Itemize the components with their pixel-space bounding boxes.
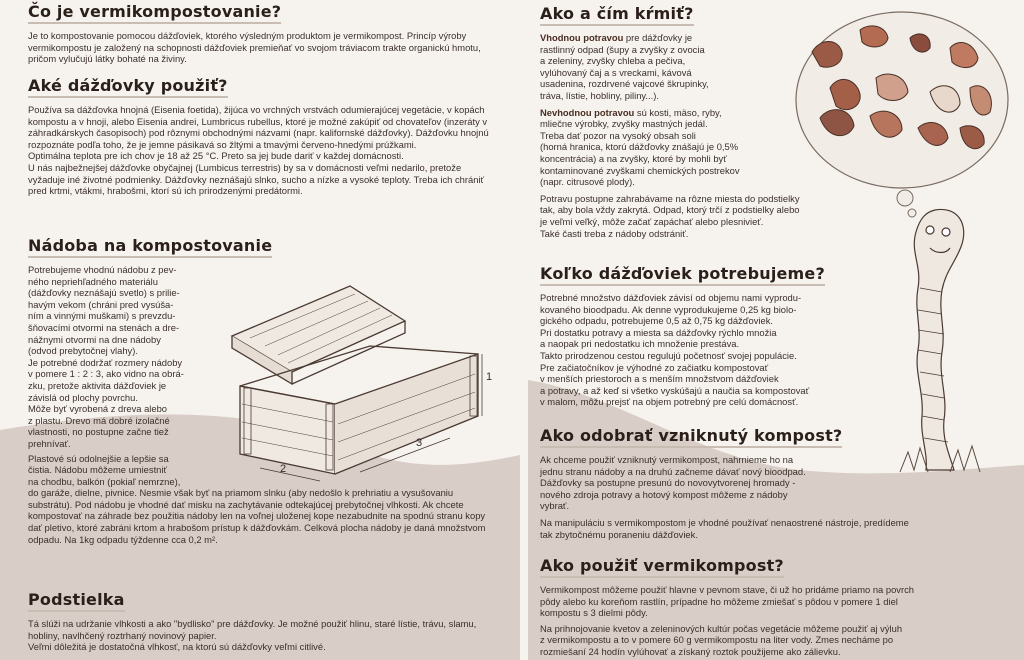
section-title: Čo je vermikompostovanie? xyxy=(28,2,281,24)
paragraph: Je to kompostovanie pomocou dážďoviek, ktorého výsledným produktom je vermikompost. Princíp výroby vermikompostu je založený na schopnosti dážďoviek premieňať vo svojom tráviacom trakte organickú hmotu, pričom vylučujú látky bohaté na živiny. xyxy=(28,30,481,65)
good-food-label: Vhodnou potravou xyxy=(540,32,624,43)
text-line: Môže byť vyrobená z dreva alebo xyxy=(28,403,168,415)
section-usage xyxy=(540,556,1010,658)
text-line: mliečne výrobky, zvyšky mastných jedál. xyxy=(540,118,708,130)
text-line: z plastu. Drevo má dobré izolačné xyxy=(28,414,170,426)
text-line: (napr. citrusové plody). xyxy=(540,176,635,188)
text-line: Plastové sú odolnejšie a lepšie sa xyxy=(28,452,169,464)
section-title: Ako odobrať vzniknutý kompost? xyxy=(540,426,842,448)
text-line: tak, aby bola vždy zakrytá. Odpad, ktorý trčí z podstielky alebo xyxy=(540,204,800,216)
dimension-label: 2 xyxy=(280,463,287,475)
section-harvest xyxy=(540,426,980,540)
text-line: Pre začiatočníkov je výhodné zo začiatku kompostovať xyxy=(540,361,769,373)
text-line: a potravy, a až keď si všetko vyskúšajú a naučia sa kompostovať xyxy=(540,384,810,396)
section-feeding xyxy=(540,4,840,239)
text-line: tráva, lístie, hobliny, piliny...). xyxy=(540,89,659,101)
text-line: Pri dostatku potravy a miesta sa dážďovky rýchlo množia xyxy=(540,326,777,338)
text-line: v malom, môžu prejsť na objem potrebný pre celú domácnosť. xyxy=(540,396,799,408)
dimension-label: 3 xyxy=(416,437,423,449)
worm-eye xyxy=(942,228,950,236)
section-title: Koľko dážďoviek potrebujeme? xyxy=(540,264,825,286)
text-line: kompostu s 3 dielmi pôdy. xyxy=(540,607,648,619)
text-line: rozmiešaní 24 hodín vylúhovať a získaný roztok použijeme ako zálievku. xyxy=(540,645,841,657)
text-line: Potrebujeme vhodnú nádobu z pev- xyxy=(28,264,177,275)
text-line: usadenina, rozdrvené vajcové škrupinky, xyxy=(540,78,709,90)
section-which-worms xyxy=(28,76,498,197)
text-line: tak zbytočnému poraneniu dážďoviek. xyxy=(540,528,698,540)
section-title: Aké dážďovky použiť? xyxy=(28,76,228,98)
text-line: koncentrácia) a na zvyšky, ktoré by mohli byť xyxy=(540,152,727,164)
bad-food-text: sú kosti, mäso, ryby, xyxy=(634,106,722,118)
dimension-label: 1 xyxy=(486,371,493,383)
box-side xyxy=(335,354,478,474)
text-line: v menších priestoroch a s menším množstvom dážďoviek xyxy=(540,373,779,385)
bad-food-label: Nevhodnou potravou xyxy=(540,106,635,118)
text-line: a naopak pri nedostatku ich množenie prestáva. xyxy=(540,338,740,350)
paragraph: do garáže, dielne, pivnice. Nesmie však byť na priamom slnku (aby nedošlo k prehriatiu a vysušovaniu substrátu). Pod nádobu je vhodné dať misku na zachytávanie odtekajúcej prebytočnej vlhkosti. Ak chcete kompostovať na záhrade bez použitia nádoby len na voľnej uloženej kope nezabudnite na spodnú stranu kopy dať pletivo, ktoré zabráni krtom a hrabošom prístup k dážďovkám. Celková plocha nádoby je daná množstvom odpadu. Na 1kg odpadu týždenne cca 0,2 m². xyxy=(28,487,486,545)
text-line: nážnymi otvormi na dne nádoby xyxy=(28,333,161,345)
text-line: Dážďovky sa postupne presunú do novovytvorenej hromady - xyxy=(540,477,796,489)
container-text-narrow xyxy=(28,264,218,487)
text-line: (dážďovky neznášajú svetlo) s prilie- xyxy=(28,287,180,299)
text-line: pôdy alebo ku koreňom rastlín, prípadne ho môžeme zmiešať s pôdou v pomere 1 diel xyxy=(540,595,898,607)
paragraph: U nás najbežnejšej dážďovke obyčajnej (Lumbicus terrestris) by sa v domácnosti veľmi nedarilo, pretože vyžaduje iné životné podmienky. Dážďovky neznášajú slnko, sucho a nízke a vysoké teploty. Treba ich chrániť pred krtmi, vtákmi, hrabošmi, ktorí sú ich prirodzenými predátormi. xyxy=(28,161,485,197)
text-line xyxy=(540,107,840,119)
text-line: vylúhovaný čaj a s vreckami, kávová xyxy=(540,66,692,78)
section-what-is xyxy=(28,2,498,65)
paragraph: Tá slúži na udržanie vlhkosti a ako "bydlisko" pre dážďovky. Je možné použiť hlinu, staré lístie, trávu, slamu, hobliny, navlhčený roztrhaný novinový papier. xyxy=(28,618,477,641)
text-line: (odvod prebytočnej vlahy). xyxy=(28,345,138,357)
text-line: ním a vinnými muškami) s prevzdu- xyxy=(28,310,176,322)
text-line: Je potrebné dodržať rozmery nádoby xyxy=(28,356,183,368)
text-line: Na prihnojovanie kvetov a zeleninových kultúr počas vegetácie môžeme použiť aj výluh xyxy=(540,622,903,634)
good-food-text: pre dážďovky je xyxy=(623,32,693,43)
box-front xyxy=(240,386,335,474)
text-line: Vermikompost môžeme použiť hlavne v pevnom stave, či už ho pridáme priamo na povrch xyxy=(540,584,915,595)
text-line: Treba dať pozor na vysoký obsah soli xyxy=(540,129,696,141)
text-line: závislá od plochy povrchu. xyxy=(28,391,138,403)
section-title: Podstielka xyxy=(28,590,125,612)
text-line: kovaného bioodpadu. Ak denne vyprodukujeme 0,25 kg biolo- xyxy=(540,303,797,315)
feeding-paragraph xyxy=(540,193,870,239)
text-line: vybrať. xyxy=(540,500,570,512)
text-line: nového zdroja potravy a hotový kompost môžeme z nádoby xyxy=(540,488,788,500)
text-line xyxy=(540,32,840,44)
text-line: šňovacími otvormi na stenách a dre- xyxy=(28,321,180,333)
text-line: (horná hranica, ktorú dážďovky znášajú je 0,5% xyxy=(540,141,739,153)
paragraph: Používa sa dážďovka hnojná (Eisenia foetida), žijúca vo vrchných vrstvách odumierajúcej vegetácie, v kopách kompostu a v hnoji, alebo Eisenia andrei, Lumbricus rubellus, ktoré je možné zakúpiť od chovateľov (inzeráty v záhradkárskych časopisoch) pod rôznymi obchodnými názvami (napr. kalifornské dážďovky). Dážďovku hnojnú rozpoznáte podľa toho, že je jemne pásikavá so žltými a tmavými červeno-hnedými prúžkami. xyxy=(28,104,489,150)
text-line: čistia. Nádobu môžeme umiestniť xyxy=(28,464,167,476)
paragraph: Optimálna teplota pre ich chov je 18 až 25 °C. Preto sa jej bude dariť v každej domácnosti. xyxy=(28,150,404,162)
text-line: na chodbu, balkón (pokiaľ nemrzne), xyxy=(28,475,181,487)
section-title: Ako použiť vermikompost? xyxy=(540,556,784,578)
text-line: Ak chceme použiť vzniknutý vermikompost, nahrnieme ho na xyxy=(540,454,794,465)
text-line: jednu stranu nádoby a na druhú začneme dávať nový bioodpad. xyxy=(540,465,806,477)
text-line: kontaminované zvyškami chemických postrekov xyxy=(540,164,740,176)
paragraph: Veľmi dôležitá je dostatočná vlhkosť, na ktorú sú dážďovky veľmi citlivé. xyxy=(28,641,326,653)
section-bedding xyxy=(28,590,498,653)
text-line: prehnívať. xyxy=(28,437,71,449)
worm-eye xyxy=(926,226,934,234)
text-line: zku, pretože aktivita dážďoviek je xyxy=(28,379,167,391)
section-how-many xyxy=(540,264,880,408)
text-line: rastlinný odpad (šupy a zvyšky z ovocia xyxy=(540,43,705,55)
text-line: gického odpadu, potrebujeme 0,5 až 0,75 kg dážďoviek. xyxy=(540,315,774,327)
text-line: Na manipuláciu s vermikompostom je vhodné používať nenaostrené nástroje, predídeme xyxy=(540,516,909,528)
section-title: Ako a čím kŕmiť? xyxy=(540,4,694,26)
text-line: z vermikompostu a to v pomere 60 g vermikompostu na liter vody. Zmes necháme po xyxy=(540,634,894,646)
text-line: Potrebné množstvo dážďoviek závisí od objemu nami vyprodu- xyxy=(540,292,802,303)
text-line: Také časti treba z nádoby odstrániť. xyxy=(540,227,689,239)
text-line: je veľmi veľký, môže začať zapáchať alebo plesnivieť. xyxy=(540,215,764,227)
text-line: a zeleniny, zvyšky chleba a pečiva, xyxy=(540,55,686,67)
text-line: Potravu postupne zahrabávame na rôzne miesta do podstielky xyxy=(540,192,800,204)
compost-box-illustration xyxy=(220,276,493,476)
text-line: ného nepriehľadného materiálu xyxy=(28,275,158,287)
text-line: vlastnosti, no postupne začne tiež xyxy=(28,426,169,438)
section-title: Nádoba na kompostovanie xyxy=(28,236,272,258)
text-line: havým vekom (chráni pred vysúša- xyxy=(28,298,174,310)
text-line: v pomere 1 : 2 : 3, ako vidno na obrá- xyxy=(28,368,184,380)
text-line: Takto prirodzenou cestou regulujú početnosť svojej populácie. xyxy=(540,349,797,361)
